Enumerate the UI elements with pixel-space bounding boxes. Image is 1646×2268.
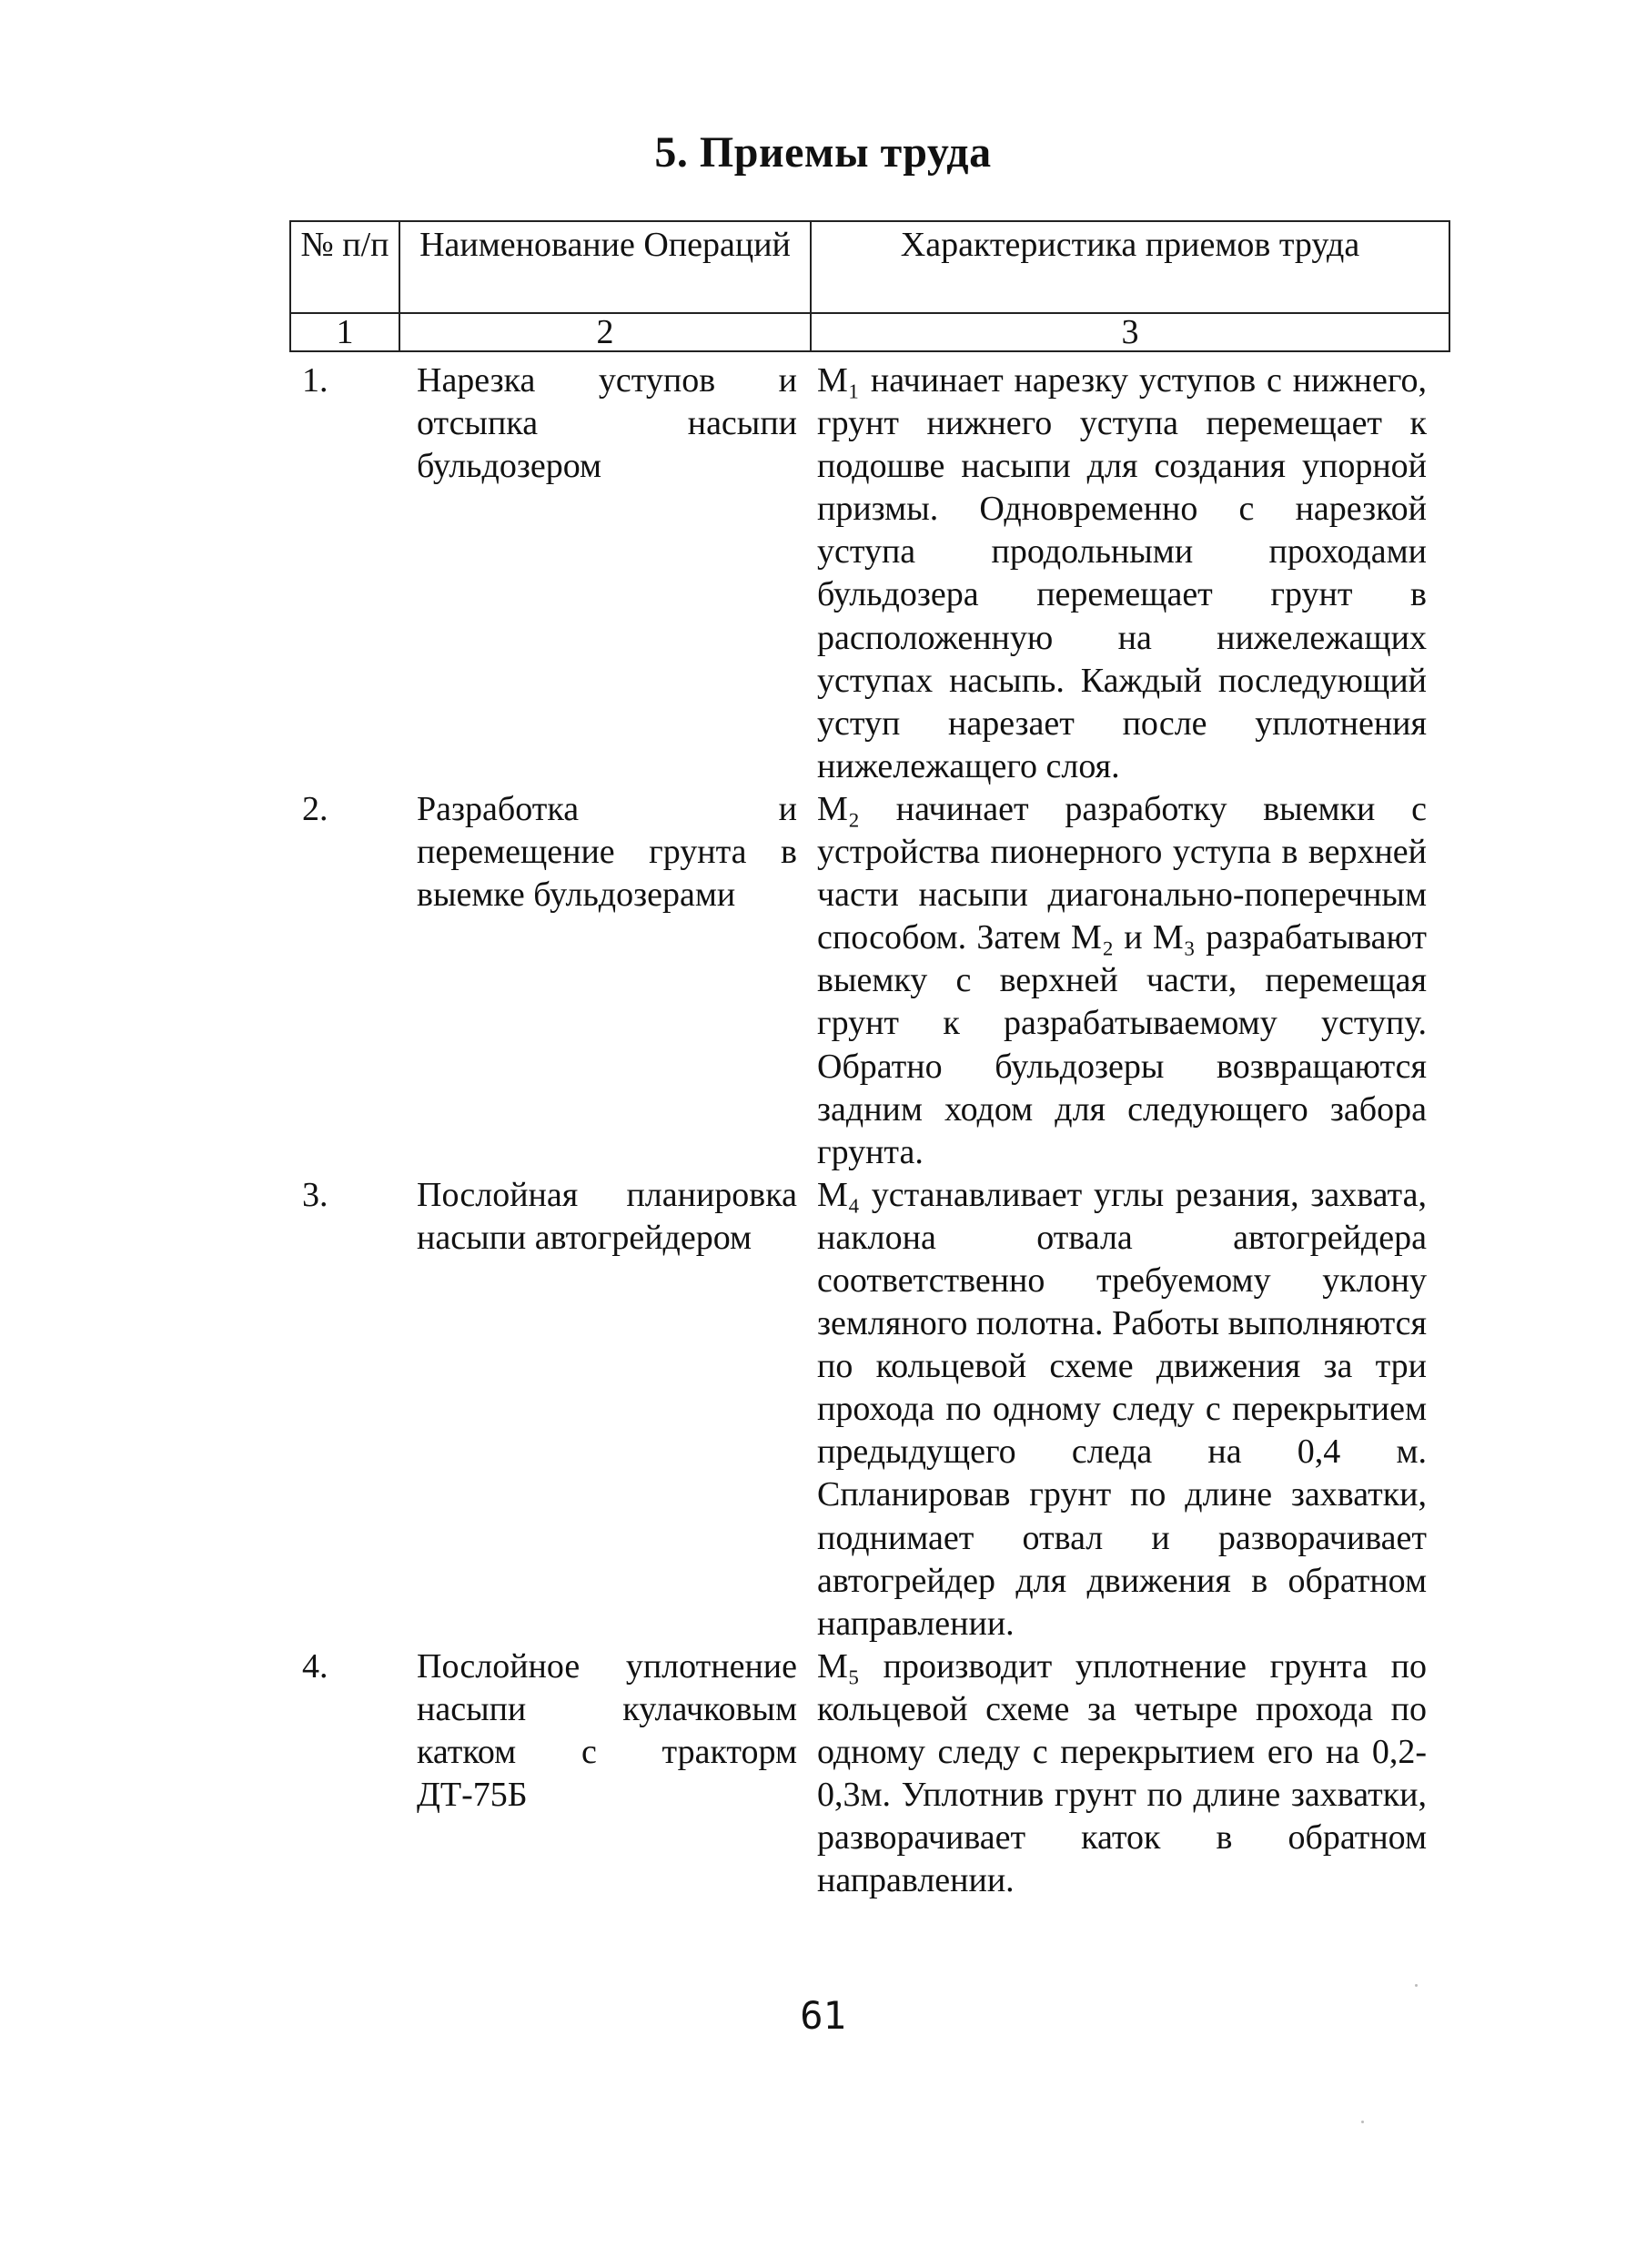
column-number: 2 — [399, 313, 811, 351]
header-desc: Характеристика приемов труда — [811, 221, 1449, 313]
page-number: 61 — [800, 1993, 846, 2038]
operation-name: Нарезка уступов и отсыпка насыпи бульдозером — [417, 361, 797, 486]
table-row — [289, 788, 1443, 1174]
row-number: 4. — [302, 1646, 328, 1686]
row-number: 3. — [302, 1175, 328, 1214]
operation-description: M₁ начинает нарезку уступов с нижнего, грунт нижнего уступа перемещает к подошве насыпи для создания упорной призмы. Одновременно с нарезкой уступа продольными проходами бульдозера перемещает грунт в расположенную на нижележащих уступах насыпь. Каждый последующий уступ нарезает после уплотнения нижележащего слоя. — [817, 361, 1427, 785]
table-row — [289, 359, 1443, 788]
header-num: № п/п — [290, 221, 399, 313]
column-number: 3 — [811, 313, 1449, 351]
operation-name: Послойное уплотнение насыпи кулачковым катком с тракторм ДТ-75Б — [417, 1646, 797, 1815]
header-row — [290, 221, 1449, 313]
row-number: 1. — [302, 361, 328, 400]
operation-description: M₄ устанавливает углы резания, захвата, наклона отвала автогрейдера соответственно требуемому уклону земляного полотна. Работы выполняются по кольцевой схеме движения за три прохода по одному следу с перекрытием предыдущего следа на 0,4 м. Спланировав грунт по длине захватки, поднимает отвал и разворачивает автогрейдер для движения в обратном направлении. — [817, 1175, 1427, 1643]
table-header — [289, 220, 1450, 352]
scan-speck — [1361, 2121, 1364, 2123]
column-number: 1 — [290, 313, 399, 351]
operation-description: M₂ начинает разработку выемки с устройства пионерного уступа в верхней части насыпи диагонально-поперечным способом. Затем M₂ и M₃ разрабатывают выемку с верхней части, перемещая грунт к разрабатываемому уступу. Обратно бульдозеры возвращаются задним ходом для следующего забора грунта. — [817, 789, 1427, 1171]
table-body — [289, 359, 1443, 1902]
operation-description: M₅ производит уплотнение грунта по кольцевой схеме за четыре прохода по одному следу с перекрытием его на 0,2-0,3м. Уплотнив грунт по длине захватки, разворачивает каток в обратном направлении. — [817, 1646, 1427, 1900]
table-row — [289, 1174, 1443, 1645]
row-number: 2. — [302, 789, 328, 828]
page-title: 5. Приемы труда — [654, 128, 992, 177]
column-number-row — [290, 313, 1449, 351]
operation-name: Послойная планировка насыпи автогрейдером — [417, 1175, 797, 1257]
table-row — [289, 1645, 1443, 1903]
scan-speck — [1415, 1984, 1418, 1987]
header-name: Наименование Операций — [399, 221, 811, 313]
operation-name: Разработка и перемещение грунта в выемке бульдозерами — [417, 789, 797, 915]
